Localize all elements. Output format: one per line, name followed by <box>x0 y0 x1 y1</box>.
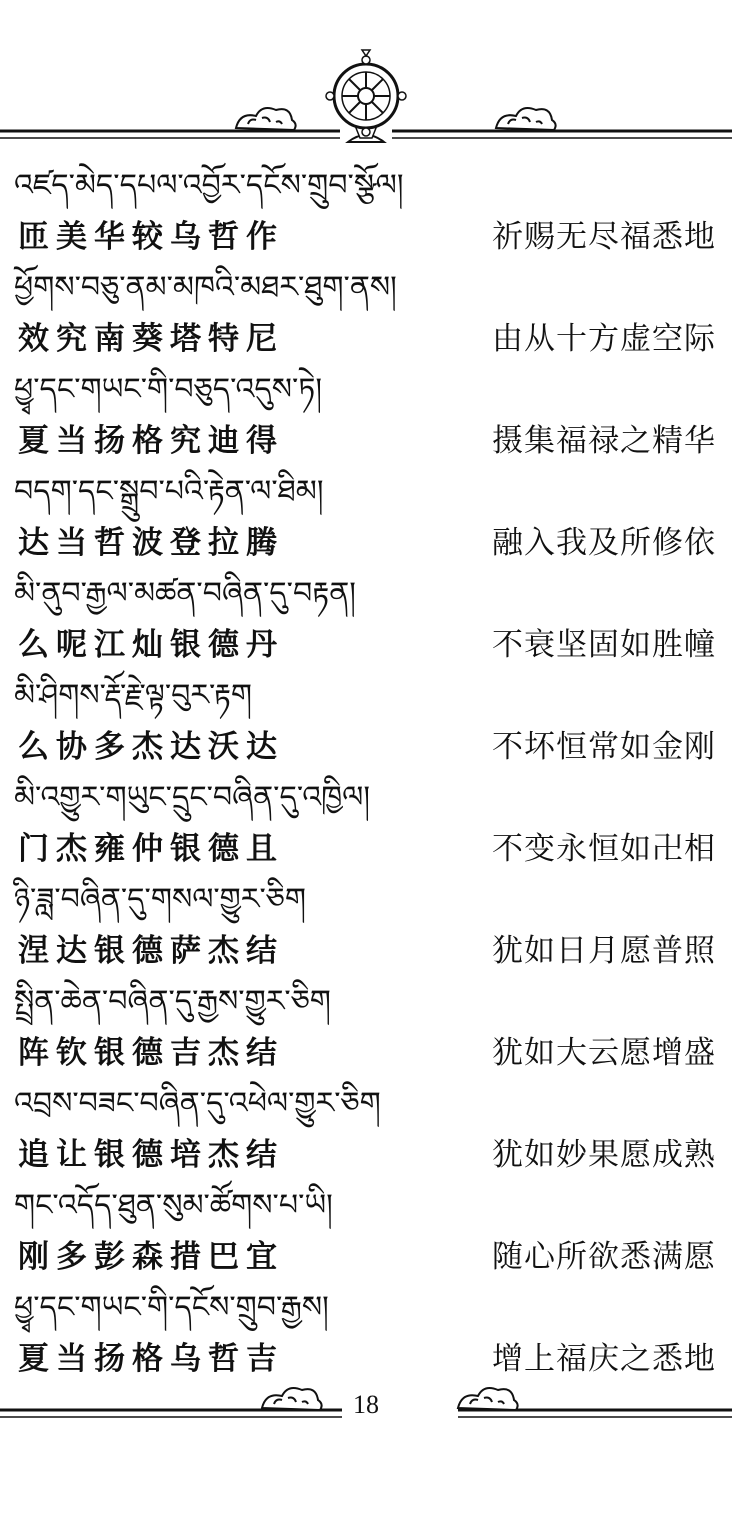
tibetan-line: སྤྲིན་ཆེན་བཞིན་དུ་རྒྱས་གྱུར་ཅིག <box>14 984 331 1019</box>
verse <box>0 466 732 568</box>
chinese-meaning: 随心所欲悉满愿 <box>492 1239 716 1275</box>
chinese-meaning: 不衰坚固如胜幢 <box>492 627 716 663</box>
verse <box>0 874 732 976</box>
transliteration: 达当哲波登拉腾 <box>18 525 284 561</box>
verse <box>0 1180 732 1282</box>
chinese-meaning: 融入我及所修依 <box>492 525 716 561</box>
tibetan-line: མི་ནུབ་རྒྱལ་མཚན་བཞིན་དུ་བརྟན། <box>14 576 356 611</box>
cloud-scroll-icon <box>496 108 556 130</box>
tibetan-line: མི་ཤིགས་རྡོ་རྗེ་ལྟ་བུར་རྟག <box>14 678 253 713</box>
transliteration: 么协多杰达沃达 <box>18 729 284 765</box>
tibetan-line: བདག་དང་སྒྲུབ་པའི་རྟེན་ལ་ཐིམ། <box>14 474 324 509</box>
transliteration: 涅达银德萨杰结 <box>18 933 284 969</box>
verse <box>0 262 732 364</box>
header-left-rule <box>0 131 340 138</box>
verse <box>0 568 732 670</box>
transliteration: 刚多彭森措巴宜 <box>18 1239 284 1275</box>
chinese-meaning: 不坏恒常如金刚 <box>492 729 716 765</box>
tibetan-line: འཛད་མེད་དཔལ་འབྱོར་དངོས་གྲུབ་སྩོལ། <box>14 168 404 203</box>
transliteration: 追让银德培杰结 <box>18 1137 284 1173</box>
chinese-meaning: 犹如妙果愿成熟 <box>492 1137 716 1173</box>
tibetan-line: ཉི་ཟླ་བཞིན་དུ་གསལ་གྱུར་ཅིག <box>14 882 306 917</box>
verse <box>0 1078 732 1180</box>
verse-list <box>0 160 732 1384</box>
tibetan-line: ཕྱོགས་བཅུ་ནམ་མཁའི་མཐར་ཐུག་ནས། <box>14 270 397 305</box>
tibetan-line: ཕྱྭ་དང་གཡང་གི་བཅུད་འདུས་ཏེ། <box>14 372 323 407</box>
tibetan-line: མི་འགྱུར་གཡུང་དྲུང་བཞིན་དུ་འཁྱིལ། <box>14 780 370 815</box>
chinese-meaning: 犹如大云愿增盛 <box>492 1035 716 1071</box>
chinese-meaning: 不变永恒如卍相 <box>492 831 716 867</box>
dharma-wheel-icon <box>326 50 406 142</box>
chinese-meaning: 祈赐无尽福悉地 <box>492 219 716 255</box>
transliteration: 匝美华较乌哲作 <box>18 219 284 255</box>
tibetan-line: གང་འདོད་ཐུན་སུམ་ཚོགས་པ་ཡི། <box>14 1188 333 1223</box>
chinese-meaning: 增上福庆之悉地 <box>492 1341 716 1377</box>
verse <box>0 772 732 874</box>
tibetan-line: ཕྱྭ་དང་གཡང་གི་དངོས་གྲུབ་རྒྱས། <box>14 1290 329 1325</box>
verse <box>0 160 732 262</box>
header-right-rule <box>392 131 732 138</box>
verse <box>0 670 732 772</box>
transliteration: 么呢江灿银德丹 <box>18 627 284 663</box>
verse <box>0 1282 732 1384</box>
transliteration: 夏当扬格乌哲吉 <box>18 1341 284 1377</box>
transliteration: 夏当扬格究迪得 <box>18 423 284 459</box>
header-ornament <box>0 0 732 160</box>
verse <box>0 364 732 466</box>
chinese-meaning: 犹如日月愿普照 <box>492 933 716 969</box>
transliteration: 效究南葵塔特尼 <box>18 321 284 357</box>
tibetan-line: འབྲས་བཟང་བཞིན་དུ་འཕེལ་གྱུར་ཅིག <box>14 1086 381 1121</box>
cloud-scroll-icon <box>236 108 296 130</box>
chinese-meaning: 由从十方虚空际 <box>492 321 716 357</box>
transliteration: 门杰雍仲银德且 <box>18 831 284 867</box>
page-number: 18 <box>353 1390 379 1419</box>
verse <box>0 976 732 1078</box>
transliteration: 阵钦银德吉杰结 <box>18 1035 284 1071</box>
chinese-meaning: 摄集福禄之精华 <box>492 423 716 459</box>
